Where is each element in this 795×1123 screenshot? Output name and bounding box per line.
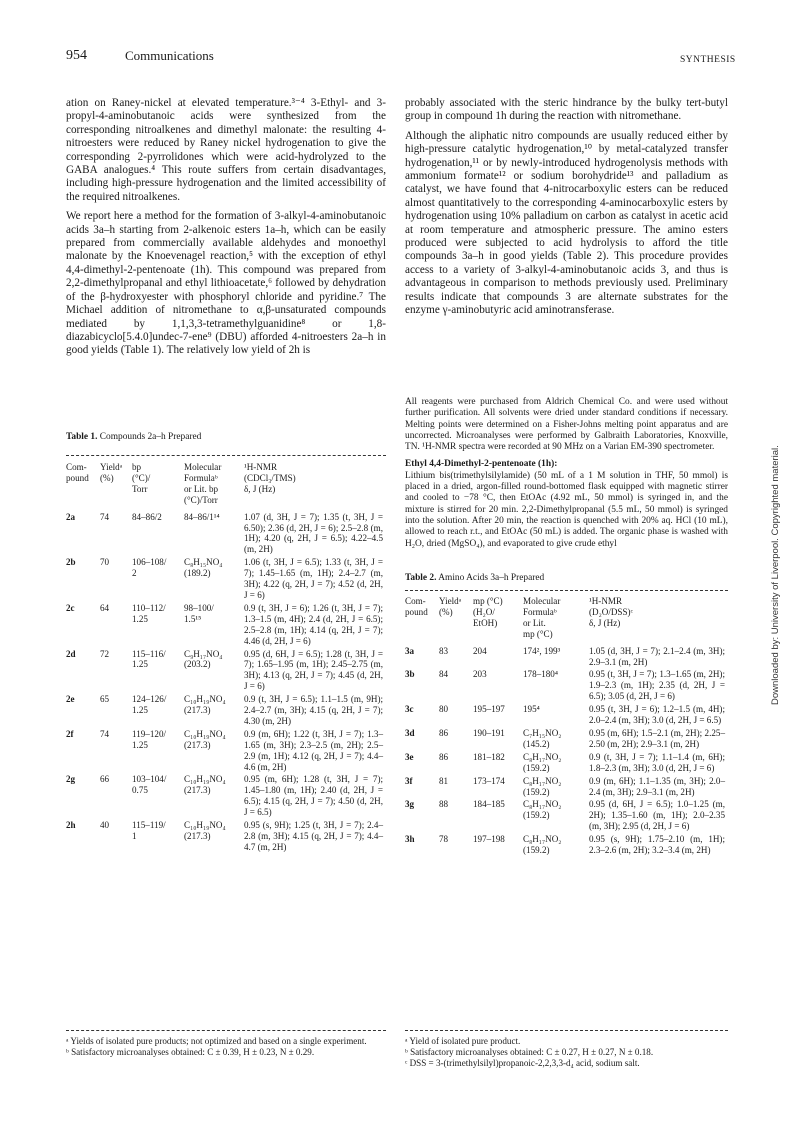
download-note: [770, 345, 784, 705]
table-cell: C₈H₁₇NO₂ (159.2): [523, 834, 562, 856]
table-cell: C₁₀H₁₉NO₄ (217.3): [184, 820, 226, 841]
table-row: [66, 820, 386, 855]
footnote: ᵇ Satisfactory microanalyses obtained: C ± 0.39, H ± 0.23, N ± 0.29.: [66, 1047, 315, 1057]
table-cell: 78: [439, 834, 449, 845]
table-cell: 86: [439, 727, 449, 738]
table-cell: 84: [439, 669, 449, 680]
table-cell: 72: [100, 648, 110, 659]
table-cell: 0.9 (t, 3H, J = 7); 1.1–1.4 (m, 6H); 1.8–2.3 (m, 3H); 3.0 (d, 2H, J = 6): [589, 751, 725, 773]
experimental-section: [405, 397, 728, 556]
table-cell: 124–126/ 1.25: [132, 694, 167, 716]
footnote: ᶜ DSS = 3-(trimethylsilyl)propanoic-2,2,3,3-d₄ acid, sodium salt.: [405, 1058, 640, 1068]
table-cell: 1.05 (d, 3H, J = 7); 2.1–2.4 (m, 3H); 2.9–3.1 (m, 2H): [589, 645, 725, 667]
table-cell: 1.06 (t, 3H, J = 6.5); 1.33 (t, 3H, J = 7); 1.45–1.65 (m, 1H); 2.4–2.7 (m, 3H); 4.22 (q, 2H, J = 7); 4.52 (d, 2H, J = 6): [244, 557, 383, 600]
compound-cell: 3h: [405, 834, 415, 845]
table-rule: [66, 1030, 386, 1031]
table1: [66, 462, 386, 855]
table-cell: 103–104/ 0.75: [132, 774, 167, 796]
table-cell: 178–180⁴: [523, 669, 558, 680]
table-cell: 173–174: [473, 775, 505, 786]
paragraph: Although the aliphatic nitro compounds are usually reduced either by high-pressure catalytic hydrogenation,¹⁰ by metal-catalyzed transfer hydrogenation,¹¹ or by newly-introduced hydrogenolysis methods with ammonium formate¹² or sodium borohydride¹³ and palladium as catalyst, we have found that 4-nitrocarboxylic esters can be reduced almost quantitatively to the corresponding 4-aminocarboxylic esters by hydrogenation using 10% palladium on carbon as catalyst in acetic acid at room temperature and atmospheric pressure. The amino esters produced were subjected to acid hydrolysis to afford the title compounds 3a–h in good yields (Table 2). This procedure provides access to a variety of 3-alkyl-4-aminobutanoic acids 3, and thus is advantageous in comparison to methods previously used. Preliminary results indicate that compounds 3 are alternate substrates for the enzyme γ-aminobutyric acid aminotransferase.: [405, 129, 728, 317]
table-cell: 80: [439, 704, 449, 715]
table-cell: 0.95 (m, 6H); 1.28 (t, 3H, J = 7); 1.45–1.80 (m, 1H); 2.40 (d, 2H, J = 6.5); 4.15 (q, 2H, J = 7); 4.50 (d, 2H, J = 6.5): [244, 774, 383, 818]
table-row: [405, 669, 728, 704]
table1-footnotes: [66, 1036, 386, 1058]
table-row: [66, 729, 386, 775]
compound-cell: 2c: [66, 602, 75, 613]
table-cell: 204: [473, 645, 487, 656]
paragraph: We report here a method for the formation of 3-alkyl-4-aminobutanoic acids 3a–h starting from 2-alkenoic esters 1a–h, which can be easily prepared from commercially available aldehydes and monoethyl malonate by the Knoevenagel reaction,⁵ with the exception of ethyl 4,4-dimethyl-2-pentenoate (1h). This compound was prepared from 2,2-dimethylpropanal and ethyl lithioacetate,⁶ followed by dehydration of the β-hydroxyester with phosphoryl chloride and pyridine.⁷ The Michael addition of nitromethane to α,β-unsaturated compounds mediated by 1,1,3,3-tetramethylguanidine⁸ or 1,8-diazabicyclo[5.4.0]undec-7-ene⁹ (DBU) afforded 4-nitroesters 2a–h in good yields (Table 1). The relatively low yield of 2h is: [66, 210, 386, 357]
table-cell: C₈H₁₇NO₂ (159.2): [523, 751, 562, 773]
table-cell: 64: [100, 602, 110, 613]
table-row: [66, 774, 386, 820]
table-cell: 197–198: [473, 834, 505, 845]
table-row: [405, 646, 728, 670]
table-cell: 181–182: [473, 751, 505, 762]
table-header-row: [66, 462, 386, 512]
table-cell: 195⁴: [523, 704, 540, 715]
column-header: Yieldᵃ (%): [100, 462, 123, 483]
page-number: 954: [66, 48, 87, 63]
table2: [405, 596, 728, 858]
table1-caption: Table 1. Compounds 2a–h Prepared: [66, 432, 202, 442]
table-cell: C₁₀H₁₉NO₄ (217.3): [184, 694, 226, 716]
table-cell: 115–116/ 1.25: [132, 648, 166, 670]
table-cell: 203: [473, 669, 487, 680]
left-column: [66, 97, 386, 364]
column-header: ¹H-NMR (D₂O/DSS)ᶜ δ, J (Hz): [589, 596, 633, 628]
table-cell: 70: [100, 557, 110, 568]
table-cell: 106–108/ 2: [132, 557, 167, 579]
column-header: Com- pound: [66, 462, 89, 483]
table-cell: C₉H₁₇NO₄ (203.2): [184, 648, 223, 670]
footnote: ᵇ Satisfactory microanalyses obtained: C ± 0.27, H ± 0.27, N ± 0.18.: [405, 1047, 654, 1057]
table-row: [405, 704, 728, 728]
table-cell: 40: [100, 820, 110, 831]
table-row: [405, 776, 728, 800]
table-row: [405, 834, 728, 858]
table-cell: 115–119/ 1: [132, 820, 166, 841]
table-cell: 190–191: [473, 727, 505, 738]
compound-cell: 3b: [405, 669, 415, 680]
table2-footnotes: [405, 1036, 728, 1069]
table-header-row: [405, 596, 728, 646]
table-cell: 184–185: [473, 799, 505, 810]
table-cell: 0.9 (t, 3H, J = 6); 1.26 (t, 3H, J = 7); 1.3–1.5 (m, 4H); 2.4 (d, 2H, J = 6.5); 2.5–2.8 (m, 1H); 4.14 (q, 2H, J = 7); 4.46 (d, 2H, J = 6): [244, 602, 383, 646]
compound-cell: 3a: [405, 645, 415, 656]
table-cell: C₇H₁₅NO₂ (145.2): [523, 727, 562, 749]
compound-cell: 3d: [405, 727, 415, 738]
compound-cell: 2f: [66, 728, 74, 739]
table-cell: C₁₀H₁₉NO₄ (217.3): [184, 774, 226, 796]
table-cell: 0.95 (t, 3H, J = 7); 1.3–1.65 (m, 2H); 1.9–2.3 (m, 1H); 2.35 (d, 2H, J = 6.5); 3.05 (d, 2H, J = 6): [589, 669, 725, 702]
table-cell: 86: [439, 751, 449, 762]
paragraph: Lithium bis(trimethylsilylamide) (50 mL of a 1 M solution in THF, 50 mmol) is placed in a dried, argon-filled round-bottomed flask equipped with magnetic stirrer and cooled to −78 °C, then EtOAc (4.92 mL, 50 mmol) is syringed in, and the mixture is stirred for 20 min. 2,2-Dimethylpropanal (5.5 mL, 50 mmol) is syringed into the solution. After 20 min, the reaction is quenched with 20% aq. HCl (10 mL), allowed to reach r.t., and EtOAc (50 mL) is added. The organic phase is washed with H₂O, dried (MgSO₄), and evaporated to give crude ethyl: [405, 470, 728, 549]
table-cell: C₈H₁₇NO₂ (159.2): [523, 775, 562, 797]
column-header: Molecular Formulaᵇ or Lit. mp (°C): [523, 596, 561, 639]
table-cell: 65: [100, 694, 110, 705]
compound-cell: 3c: [405, 704, 414, 715]
table-cell: 98–100/ 1.5¹⁵: [184, 602, 214, 624]
table-cell: C₁₀H₁₉NO₄ (217.3): [184, 728, 226, 750]
table-row: [66, 649, 386, 695]
column-header: bp (°C)/ Torr: [132, 462, 151, 494]
table-cell: 88: [439, 799, 449, 810]
table-cell: 0.9 (m, 6H); 1.22 (t, 3H, J = 7); 1.3–1.65 (m, 3H); 2.3–2.5 (m, 2H); 2.5–2.9 (m, 1H); 4.12 (q, 2H, J = 7); 4.4–4.6 (m, 2H): [244, 728, 383, 772]
table-rule: [405, 590, 728, 591]
table-row: [66, 694, 386, 729]
table-cell: 83: [439, 645, 449, 656]
table-cell: 84–86/2: [132, 511, 162, 522]
right-column: [405, 97, 728, 324]
table-cell: C₈H₁₅NO₄ (189.2): [184, 557, 223, 579]
table-row: [66, 557, 386, 603]
table-row: [405, 728, 728, 752]
footnote: ᵃ Yield of isolated pure product.: [405, 1036, 521, 1046]
compound-cell: 2a: [66, 511, 76, 522]
footnote: ᵃ Yields of isolated pure products; not optimized and based on a single experiment.: [66, 1036, 367, 1046]
table-cell: 174², 199³: [523, 645, 561, 656]
table-cell: 66: [100, 774, 110, 785]
section-title: Communications: [125, 48, 214, 63]
table-cell: 74: [100, 728, 110, 739]
table-cell: 0.9 (m, 6H); 1.1–1.35 (m, 3H); 2.0–2.4 (m, 3H); 2.9–3.1 (m, 2H): [589, 775, 725, 797]
table-row: [405, 799, 728, 834]
table-cell: 0.95 (d, 6H, J = 6.5); 1.28 (t, 3H, J = 7); 1.65–1.95 (m, 1H); 2.45–2.75 (m, 3H); 4.13 (q, 2H, J = 7); 4.45 (d, 2H, J = 6): [244, 648, 383, 692]
compound-cell: 2d: [66, 648, 76, 659]
download-note-text: Downloaded by: University of Liverpool. Copyrighted material.: [770, 445, 781, 705]
paragraph: ation on Raney-nickel at elevated temperature.³⁻⁴ 3-Ethyl- and 3-propyl-4-aminobutanoic acids were synthesized from the corresponding nitroalkenes and dimethyl malonate: the resulting 4-nitroesters were reduced by Raney nickel hydrogenation to give the corresponding 2-pyrrolidones which were acid-hydrolyzed to the GABA analogues.⁴ This route suffers from certain disadvantages, including high-pressure hydrogenation and the limited accessibility of the required nitroalkenes.: [66, 97, 386, 203]
column-header: Com- pound: [405, 596, 428, 617]
compound-cell: 2h: [66, 820, 76, 831]
table2-caption: Table 2. Amino Acids 3a–h Prepared: [405, 573, 545, 583]
table-cell: 0.95 (s, 9H); 1.25 (t, 3H, J = 7); 2.4–2.8 (m, 3H); 4.15 (q, 2H, J = 7); 4.4–4.7 (m, 2H): [244, 820, 383, 852]
compound-cell: 2g: [66, 774, 76, 785]
table-cell: 119–120/ 1.25: [132, 728, 167, 750]
table-cell: 0.95 (t, 3H, J = 6); 1.2–1.5 (m, 4H); 2.0–2.4 (m, 3H); 3.0 (d, 2H, J = 6.5): [589, 704, 725, 726]
compound-cell: 3g: [405, 799, 415, 810]
table-cell: 1.07 (d, 3H, J = 7); 1.35 (t, 3H, J = 6.50); 2.36 (d, 2H, J = 6); 2.5–2.8 (m, 1H); 4.20 (q, 2H, J = 6.5); 4.22–4.5 (m, 2H): [244, 511, 383, 555]
column-header: ¹H-NMR (CDCl₃/TMS) δ, J (Hz): [244, 462, 296, 494]
compound-cell: 2b: [66, 557, 76, 568]
column-header: Yieldᵃ (%): [439, 596, 462, 617]
table-row: [66, 603, 386, 649]
table-cell: 74: [100, 511, 110, 522]
journal-name: SYNTHESIS: [680, 55, 736, 65]
table-cell: 0.95 (s, 9H); 1.75–2.10 (m, 1H); 2.3–2.6 (m, 2H); 3.2–3.4 (m, 2H): [589, 834, 725, 856]
procedure-title: Ethyl 4,4-Dimethyl-2-pentenoate (1h):: [405, 459, 558, 470]
compound-cell: 2e: [66, 694, 75, 705]
table-cell: 81: [439, 775, 449, 786]
column-header: mp (°C) (H₂O/ EtOH): [473, 596, 503, 628]
table-row: [66, 512, 386, 558]
table-cell: 0.95 (d, 6H, J = 6.5); 1.0–1.25 (m, 2H); 1.35–1.60 (m, 1H); 2.0–2.35 (m, 3H); 2.95 (d, 2H, J = 6): [589, 799, 725, 832]
compound-cell: 3e: [405, 751, 414, 762]
paragraph: All reagents were purchased from Aldrich Chemical Co. and were used without further purification. All solvents were dried under standard conditions if necessary. Melting points were determined on a Fisher-Johns melting point apparatus and are uncorrected. Microanalyses were performed by Galbraith Laboratories, Knoxville, TN. ¹H-NMR spectra were recorded at 90 MHz on a Varian EM-390 spectrometer.: [405, 397, 728, 453]
table-cell: 110–112/ 1.25: [132, 602, 166, 624]
table-cell: 0.95 (m, 6H); 1.5–2.1 (m, 2H); 2.25–2.50 (m, 2H); 2.9–3.1 (m, 2H): [589, 727, 725, 749]
compound-cell: 3f: [405, 775, 413, 786]
table-rule: [66, 455, 386, 456]
table-cell: 84–86/1¹⁴: [184, 511, 220, 522]
table-cell: 195–197: [473, 704, 505, 715]
column-header: Molecular Formulaᵇ or Lit. bp (°C)/Torr: [184, 462, 222, 505]
table-row: [405, 752, 728, 776]
table-cell: C₈H₁₇NO₂ (159.2): [523, 799, 562, 821]
table-cell: 0.9 (t, 3H, J = 6.5); 1.1–1.5 (m, 9H); 2.4–2.7 (m, 3H); 4.15 (q, 2H, J = 7); 4.30 (m, 2H): [244, 694, 383, 726]
paragraph: probably associated with the steric hindrance by the bulky tert-butyl group in compound 1h during the reaction with nitromethane.: [405, 97, 728, 123]
table-rule: [405, 1030, 728, 1031]
